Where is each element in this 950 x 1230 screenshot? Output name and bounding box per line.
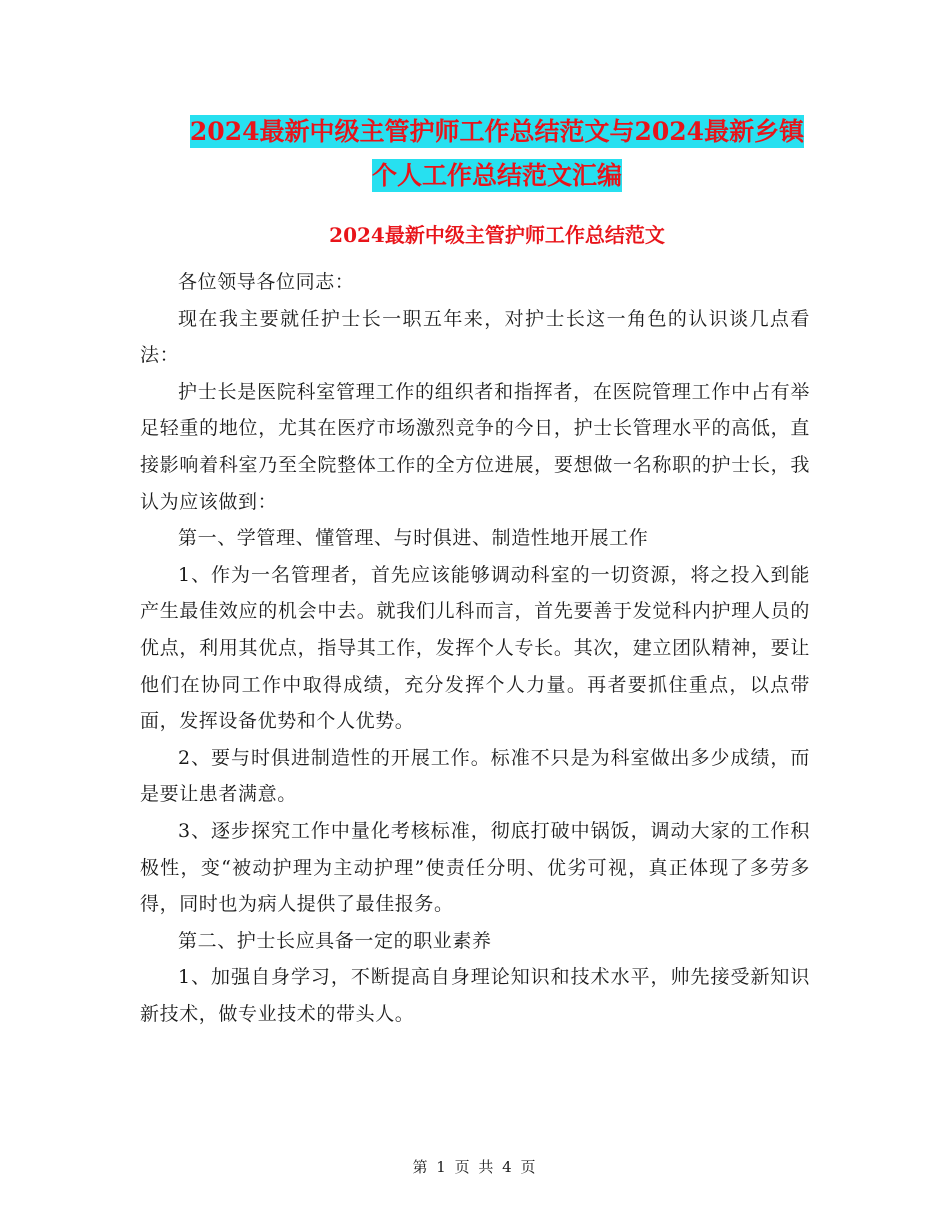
document-title-line-1: 2024最新中级主管护师工作总结范文与2024最新乡镇 xyxy=(189,117,805,146)
document-body xyxy=(140,264,810,1032)
paragraph: 1、加强自身学习，不断提高自身理论知识和技术水平，帅先接受新知识新技术，做专业技术的带头人。 xyxy=(140,966,810,1025)
paragraph-salutation: 各位领导各位同志： xyxy=(178,271,355,293)
paragraph: 2、要与时俱进制造性的开展工作。标准不只是为科室做出多少成绩，而是要让患者满意。 xyxy=(140,746,810,806)
footer-suffix: 页 xyxy=(520,1158,538,1176)
paragraph-heading: 第二、护士长应具备一定的职业素养 xyxy=(178,929,492,952)
page-footer xyxy=(0,1156,950,1177)
paragraph: 3、逐步探究工作中量化考核标准，彻底打破中锅饭，调动大家的工作积极性，变“被动护理为主动护理”使责任分明、优劣可视，真正体现了多劳多得，同时也为病人提供了最佳报务。 xyxy=(140,819,810,916)
paragraph: 1、作为一名管理者，首先应该能够调动科室的一切资源，将之投入到能产生最佳效应的机会中去。就我们儿科而言，首先要善于发觉科内护理人员的优点，利用其优点，指导其工作，发挥个人专长。其次，建立团队精神，要让他们在协同工作中取得成绩，充分发挥个人力量。再者要抓住重点，以点带面，发挥设备优势和个人优势。 xyxy=(140,563,810,733)
paragraph: 现在我主要就任护士长一职五年来，对护士长这一角色的认识谈几点看法： xyxy=(140,307,810,367)
paragraph: 护士长是医院科室管理工作的组织者和指挥者，在医院管理工作中占有举足轻重的地位，尤其在医疗市场激烈竞争的今日，护士长管理水平的高低，直接影响着科室乃至全院整体工作的全方位进展，要想做一名称职的护士长，我认为应该做到： xyxy=(140,380,810,513)
footer-total-pages: 4 xyxy=(502,1158,514,1176)
paragraph-heading: 第一、学管理、懂管理、与时俱进、制造性地开展工作 xyxy=(178,527,649,550)
section-title: 2024最新中级主管护师工作总结范文 xyxy=(329,223,665,247)
footer-middle: 页 共 xyxy=(454,1158,496,1176)
document-title-line-2: 个人工作总结范文汇编 xyxy=(371,161,622,190)
footer-current-page: 1 xyxy=(436,1158,448,1176)
footer-prefix: 第 xyxy=(412,1158,430,1176)
document-title xyxy=(140,110,854,198)
